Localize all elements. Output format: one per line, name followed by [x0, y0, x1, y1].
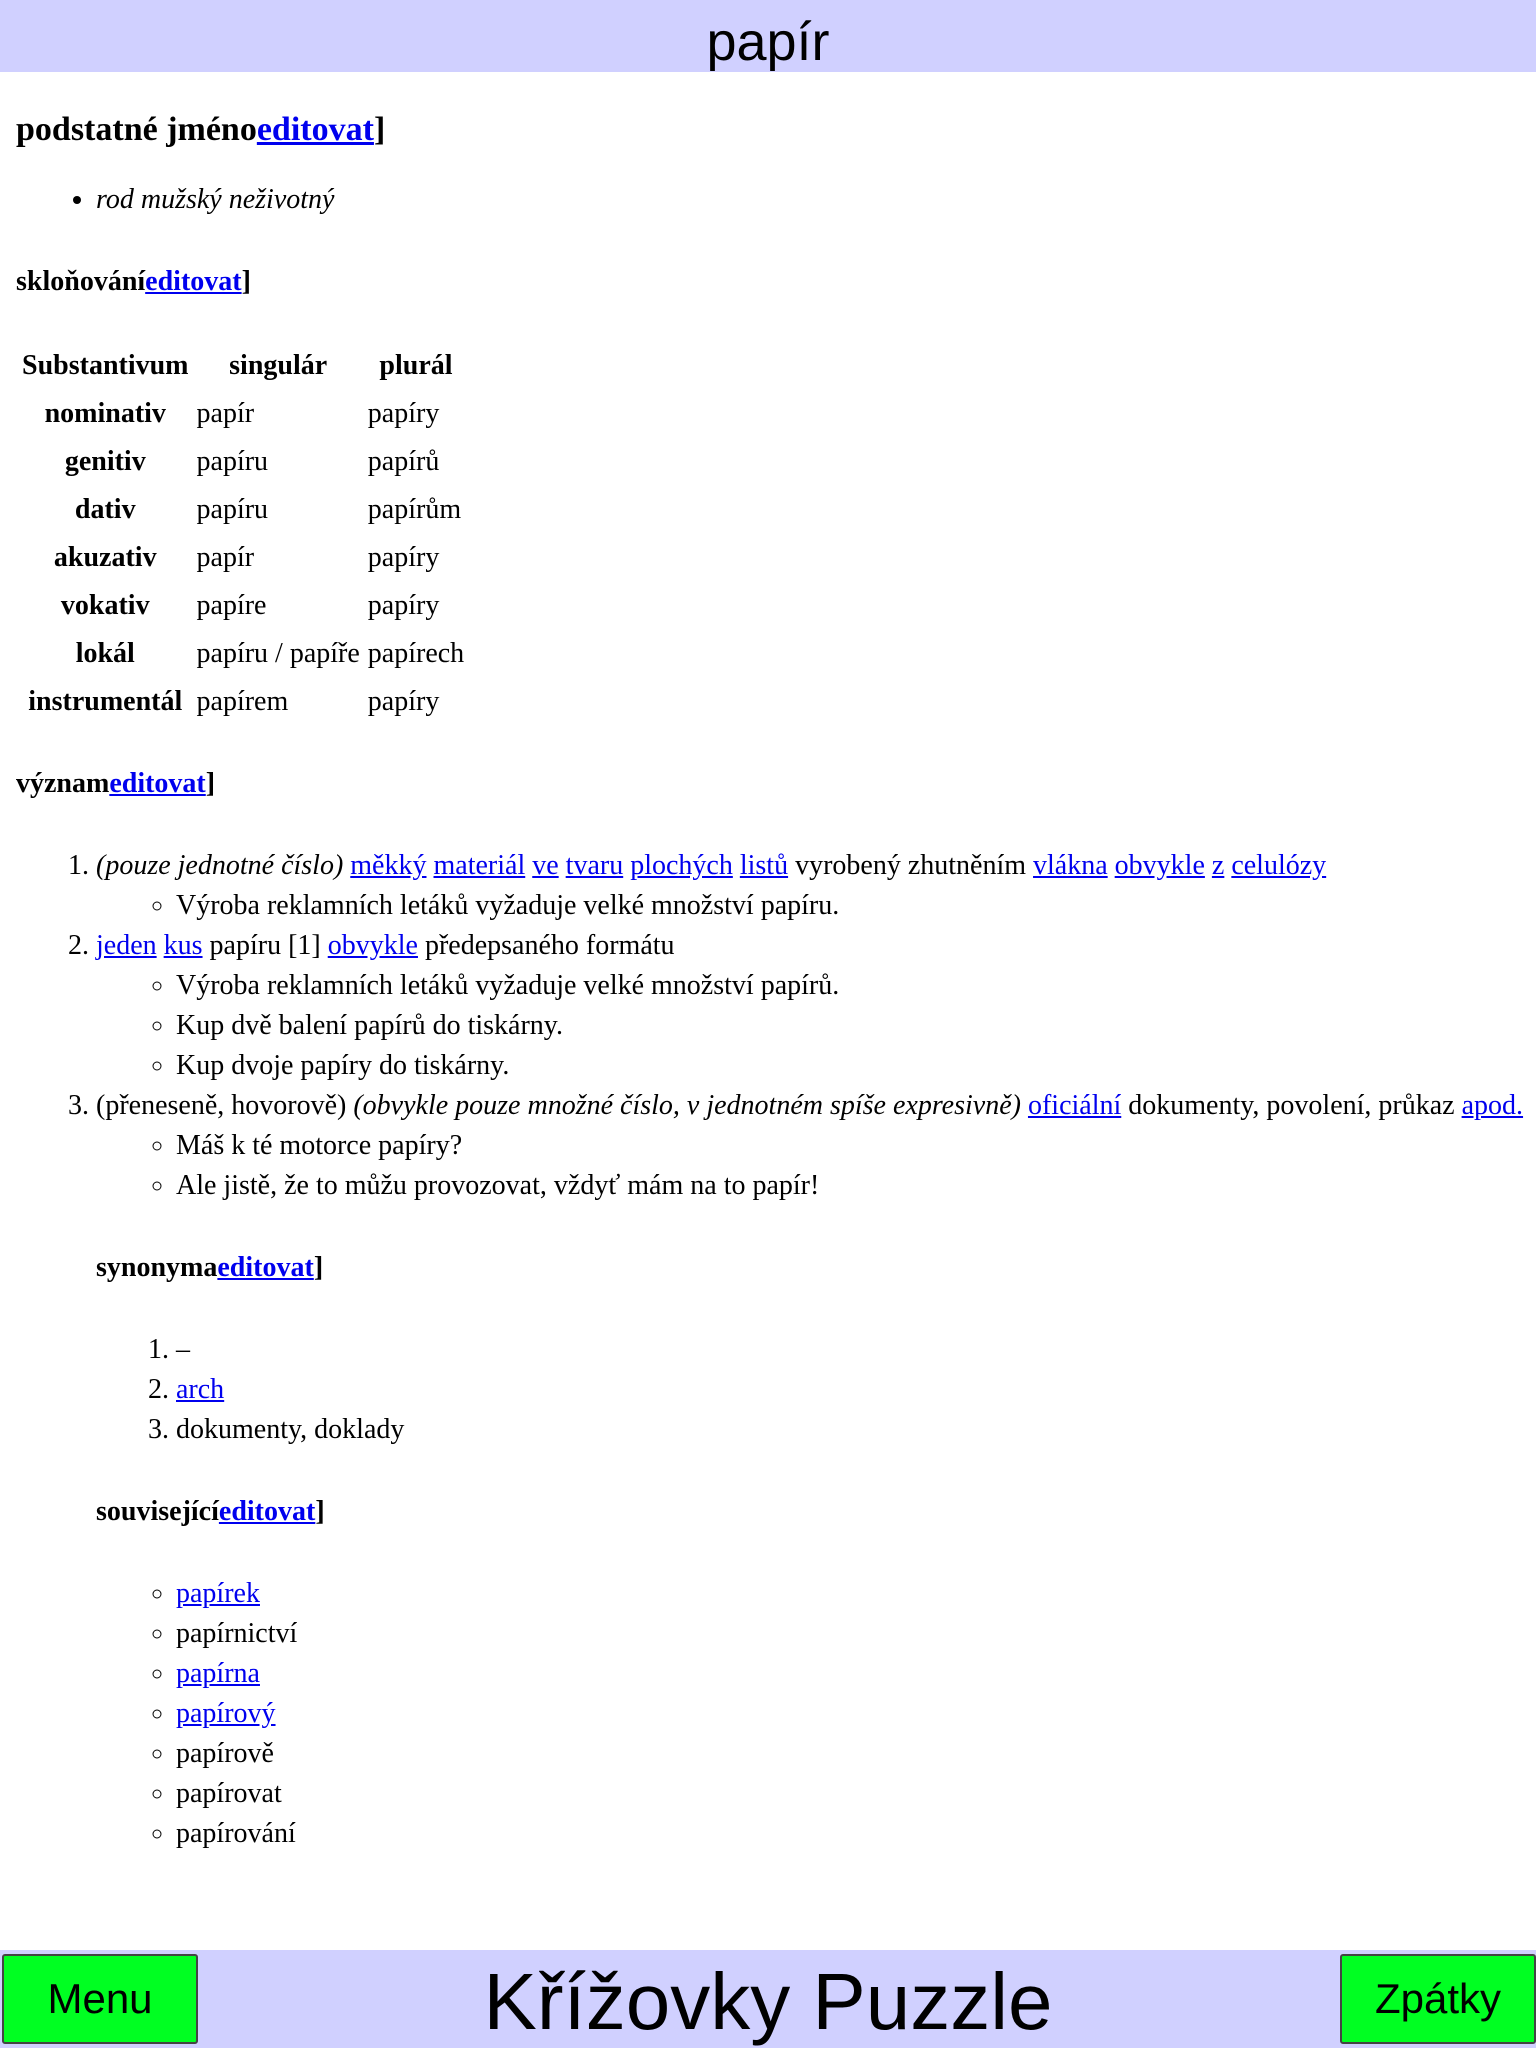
synonym-item-text: dokumenty, doklady: [176, 1414, 405, 1445]
singular-cell: papír: [196, 542, 255, 573]
meaning-item: [96, 926, 1528, 1086]
meaning-text: [1021, 1090, 1028, 1121]
word-link[interactable]: arch: [176, 1374, 225, 1405]
synonyms-heading: [96, 1248, 1528, 1288]
example-sentence: ◦ Ale jistě, že to můžu provozovat, vždyť mám na to papír!: [176, 1166, 1528, 1206]
related-item: [176, 1814, 1528, 1854]
edit-link-noun[interactable]: editovat: [256, 111, 374, 148]
related-item-text: papírnictví: [176, 1618, 298, 1649]
synonym-item: [176, 1330, 1528, 1370]
main-content: [16, 104, 1528, 1854]
word-link[interactable]: vlákna: [1033, 850, 1108, 881]
related-item: [176, 1614, 1528, 1654]
case-name: genitiv: [64, 446, 146, 477]
plural-cell: papíry: [367, 398, 440, 429]
declension-table: [14, 340, 472, 728]
meaning-text: (přeneseně, hovorově): [96, 1090, 354, 1121]
example-sentence: ◦ Kup dvě balení papírů do tiskárny.: [176, 1006, 1528, 1046]
word-link[interactable]: obvykle: [1114, 850, 1205, 881]
meaning-text: [157, 930, 164, 961]
meaning-item: [96, 1086, 1528, 1206]
word-link[interactable]: kus: [163, 930, 203, 961]
example-sentence: ◦ Výroba reklamních letáků vyžaduje velké množství papírů.: [176, 966, 1528, 1006]
column-header: singulár: [229, 350, 328, 381]
app-title: Křížovky Puzzle: [483, 1957, 1053, 2046]
related-item: [176, 1734, 1528, 1774]
page-title: papír: [0, 0, 1536, 72]
table-row: [22, 488, 464, 532]
noun-section-heading: [16, 104, 1528, 156]
word-link[interactable]: papírový: [176, 1698, 276, 1729]
synonym-item: [176, 1410, 1528, 1450]
word-link[interactable]: apod.: [1461, 1090, 1524, 1121]
meaning-heading-text: význam: [16, 768, 110, 799]
plural-cell: papíry: [367, 686, 440, 717]
meaning-text: (pouze jednotné číslo): [96, 850, 344, 881]
heading-bracket: ]: [315, 1496, 325, 1527]
synonym-item: [176, 1370, 1528, 1410]
related-heading-text: související: [96, 1496, 219, 1527]
meaning-heading: [16, 764, 1528, 804]
column-header: Substantivum: [22, 350, 189, 381]
singular-cell: papír: [196, 398, 255, 429]
table-row: [22, 632, 464, 676]
meaning-text: [1205, 850, 1212, 881]
table-row: [22, 680, 464, 724]
word-link[interactable]: plochých: [630, 850, 733, 881]
word-link[interactable]: jeden: [96, 930, 157, 961]
word-link[interactable]: ve: [532, 850, 559, 881]
case-name: vokativ: [60, 590, 150, 621]
plural-cell: papírům: [367, 494, 462, 525]
synonyms-block: [96, 1248, 1528, 1854]
related-item: [176, 1574, 1528, 1614]
meaning-text: [427, 850, 434, 881]
noun-heading-text: podstatné jméno: [16, 111, 257, 148]
word-link[interactable]: tvaru: [565, 850, 624, 881]
declension-heading: [16, 262, 1528, 302]
word-link[interactable]: materiál: [433, 850, 526, 881]
related-item-text: papírování: [176, 1818, 296, 1849]
declension-heading-text: skloňování: [16, 266, 146, 297]
case-name: nominativ: [44, 398, 166, 429]
synonyms-list: [96, 1330, 1528, 1450]
heading-bracket: ]: [373, 111, 386, 148]
singular-cell: papíru: [196, 494, 269, 525]
singular-cell: papíre: [196, 590, 267, 621]
word-link[interactable]: papírna: [176, 1658, 260, 1689]
plural-cell: papíry: [367, 542, 440, 573]
singular-cell: papírem: [196, 686, 289, 717]
plural-cell: papírů: [367, 446, 440, 477]
case-name: dativ: [74, 494, 136, 525]
word-link[interactable]: obvykle: [327, 930, 418, 961]
heading-bracket: ]: [313, 1252, 324, 1283]
example-list: [96, 966, 1528, 1086]
table-row: [22, 392, 464, 436]
related-list: [96, 1574, 1528, 1854]
word-link[interactable]: měkký: [350, 850, 427, 881]
related-item: [176, 1694, 1528, 1734]
plural-cell: papíry: [367, 590, 440, 621]
meaning-text: předepsaného formátu: [417, 930, 675, 961]
bottom-bar: [0, 1950, 1536, 2048]
heading-bracket: ]: [241, 266, 251, 297]
meaning-text: (obvykle pouze množné číslo, v jednotném spíše expresivně): [353, 1090, 1021, 1121]
meaning-text: [733, 850, 740, 881]
example-sentence: ◦ Kup dvoje papíry do tiskárny.: [176, 1046, 1528, 1086]
column-header: plurál: [379, 350, 453, 381]
table-row: [22, 440, 464, 484]
case-name: instrumentál: [28, 686, 183, 717]
meaning-item: [96, 846, 1528, 926]
synonym-item-text: –: [176, 1334, 190, 1365]
word-link[interactable]: celulózy: [1231, 850, 1327, 881]
example-list: [96, 886, 1528, 926]
meanings-list: [16, 846, 1528, 1206]
back-button[interactable]: Zpátky: [1340, 1954, 1536, 2044]
table-row: [22, 536, 464, 580]
word-link[interactable]: listů: [739, 850, 789, 881]
word-link[interactable]: z: [1211, 850, 1225, 881]
meaning-text: vyrobený zhutněním: [788, 850, 1034, 881]
example-sentence: ◦ Výroba reklamních letáků vyžaduje velké množství papíru.: [176, 886, 1528, 926]
example-list: [96, 1126, 1528, 1206]
menu-button[interactable]: Menu: [2, 1954, 198, 2044]
edit-link-related[interactable]: editovat: [218, 1496, 316, 1527]
heading-bracket: ]: [205, 768, 216, 799]
word-link[interactable]: papírek: [176, 1578, 260, 1609]
plural-cell: papírech: [367, 638, 465, 669]
meaning-text: papíru [1]: [202, 930, 328, 961]
case-name: lokál: [75, 638, 135, 669]
synonyms-heading-text: synonyma: [96, 1252, 218, 1283]
related-item: [176, 1654, 1528, 1694]
example-sentence: ◦ Máš k té motorce papíry?: [176, 1126, 1528, 1166]
word-link[interactable]: oficiální: [1027, 1090, 1122, 1121]
meaning-text: dokumenty, povolení, průkaz: [1121, 1090, 1462, 1121]
edit-link-meaning[interactable]: editovat: [109, 768, 206, 799]
edit-link-synonyms[interactable]: editovat: [217, 1252, 314, 1283]
related-item-text: papírově: [176, 1738, 274, 1769]
edit-link-declension[interactable]: editovat: [145, 266, 242, 297]
related-item-text: papírovat: [176, 1778, 282, 1809]
gender-list: [16, 180, 1528, 220]
singular-cell: papíru: [196, 446, 269, 477]
case-name: akuzativ: [53, 542, 157, 573]
related-item: [176, 1774, 1528, 1814]
singular-cell: papíru / papíře: [196, 638, 360, 669]
related-heading: [96, 1492, 1528, 1532]
meaning-text: [1108, 850, 1115, 881]
declension-header-row: [22, 344, 464, 388]
gender-item: • rod mužský neživotný: [96, 180, 1528, 220]
table-row: [22, 584, 464, 628]
meaning-text: [559, 850, 566, 881]
